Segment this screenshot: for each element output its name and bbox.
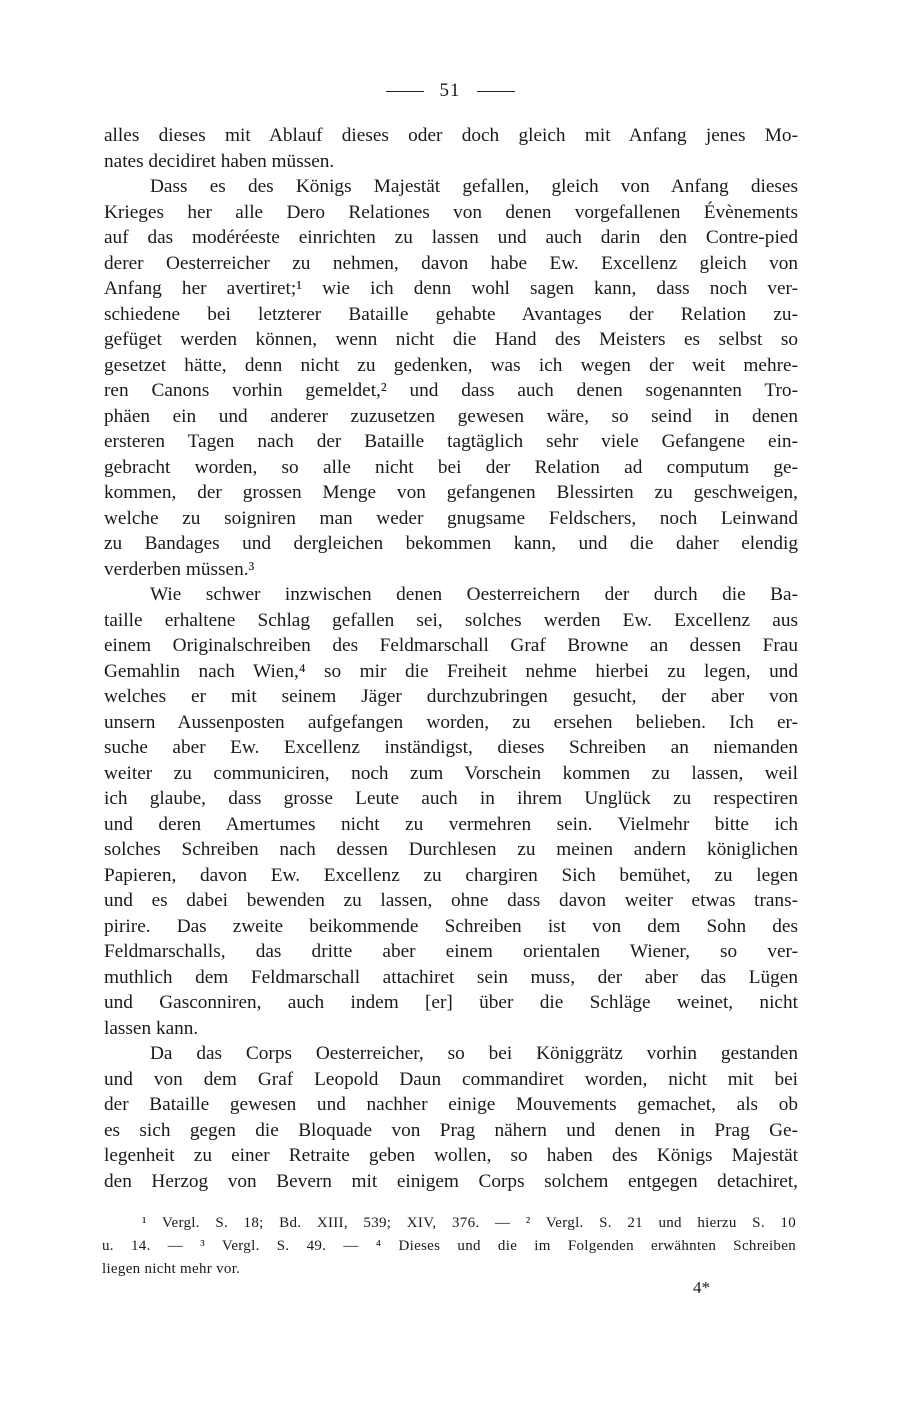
footnote-line: ¹ Vergl. S. 18; Bd. XIII, 539; XIV, 376. — ² Vergl. S. 21 und hierzu S. 10 [142,1215,796,1231]
text-line: und von dem Graf Leopold Daun commandiret worden, nicht mit bei [104,1068,798,1090]
main-text [104,123,798,1194]
signature-mark: 4* [693,1278,710,1297]
text-line: ersteren Tagen nach der Bataille tagtäglich sehr viele Gefangene ein- [104,431,798,452]
text-line: einem Originalschreiben des Feldmarschall Graf Browne an dessen Frau [104,635,798,656]
header-dash-right [477,91,515,92]
text-line: Wie schwer inzwischen denen Oesterreichern der durch die Ba- [150,584,798,605]
text-line: Krieges her alle Dero Relationes von denen vorgefallenen Évènements [104,201,798,223]
text-line: der Bataille gewesen und nachher einige Mouvements gemachet, als ob [104,1094,798,1115]
text-line: muthlich dem Feldmarschall attachiret sein muss, der aber das Lügen [104,966,798,988]
text-line: den Herzog von Bevern mit einigem Corps solchem entgegen detachiret, [104,1170,798,1192]
text-line: gefüget werden können, wenn nicht die Hand des Meisters es selbst so [104,329,798,350]
footnotes [102,1212,796,1281]
text-line: auf das modéréeste einrichten zu lassen und auch darin den Contre-pied [104,227,798,248]
text-line: Dass es des Königs Majestät gefallen, gleich von Anfang dieses [150,176,798,197]
text-line: phäen ein und anderer zuzusetzen gewesen wäre, so seind in denen [104,405,798,427]
text-line: ich glaube, dass grosse Leute auch in ihrem Unglück zu respectiren [104,788,798,809]
text-line: Da das Corps Oesterreicher, so bei Königgrätz vorhin gestanden [150,1043,798,1064]
page-header [0,80,900,102]
text-line: und deren Amertumes nicht zu vermehren sein. Vielmehr bitte ich [104,813,798,835]
text-line: es sich gegen die Bloquade von Prag nähern und denen in Prag Ge- [104,1119,798,1141]
text-line: Feldmarschalls, das dritte aber einem orientalen Wiener, so ver- [104,941,798,962]
text-line: alles dieses mit Ablauf dieses oder doch gleich mit Anfang jenes Mo- [104,125,798,146]
text-line: unsern Aussenposten aufgefangen worden, zu ersehen belieben. Ich er- [104,711,798,733]
text-line: und Gasconniren, auch indem [er] über die Schläge weinet, nicht [104,992,798,1013]
text-line: gebracht worden, so alle nicht bei der Relation ad computum ge- [104,456,798,478]
text-line: welche zu soigniren man weder gnugsame Feldschers, noch Leinwand [104,507,798,529]
text-line: zu Bandages und dergleichen bekommen kann, und die daher elendig [104,533,798,554]
text-line: Gemahlin nach Wien,⁴ so mir die Freiheit nehme hierbei zu legen, und [104,660,798,682]
header-dash-left [386,91,424,92]
text-line: kommen, der grossen Menge von gefangenen Blessirten zu geschweigen, [104,482,798,503]
text-line: solches Schreiben nach dessen Durchlesen zu meinen andern königlichen [104,839,798,860]
text-line: nates decidiret haben müssen. [104,150,335,172]
page-number: 51 [439,80,461,101]
footnote-line: liegen nicht mehr vor. [102,1261,241,1277]
text-line: weiter zu communiciren, noch zum Vorschein kommen zu lassen, weil [104,762,798,784]
text-line: legenheit zu einer Retraite geben wollen, so haben des Königs Majestät [104,1145,798,1166]
text-line: derer Oesterreicher zu nehmen, davon habe Ew. Excellenz gleich von [104,252,798,274]
text-line: Anfang her avertiret;¹ wie ich denn wohl sagen kann, dass noch ver- [104,278,798,299]
text-line: welches er mit seinem Jäger durchzubringen gesucht, der aber von [104,686,798,707]
text-line: Papieren, davon Ew. Excellenz zu chargiren Sich bemühet, zu legen [104,864,798,886]
text-line: lassen kann. [104,1017,199,1039]
footnote-line: u. 14. — ³ Vergl. S. 49. — ⁴ Dieses und die im Folgenden erwähnten Schreiben [102,1238,796,1254]
text-line: gesetzet hätte, denn nicht zu gedenken, was ich wegen der weit mehre- [104,354,798,376]
text-line: suche aber Ew. Excellenz inständigst, dieses Schreiben an niemanden [104,737,798,758]
text-line: pirire. Das zweite beikommende Schreiben ist von dem Sohn des [104,915,798,937]
text-line: taille erhaltene Schlag gefallen sei, solches werden Ew. Excellenz aus [104,609,798,631]
text-line: schiedene bei letzterer Bataille gehabte Avantages der Relation zu- [104,303,798,325]
text-line: ren Canons vorhin gemeldet,² und dass auch denen sogenannten Tro- [104,380,798,401]
text-line: und es dabei bewenden zu lassen, ohne dass davon weiter etwas trans- [104,890,798,911]
text-line: verderben müssen.³ [104,558,255,580]
